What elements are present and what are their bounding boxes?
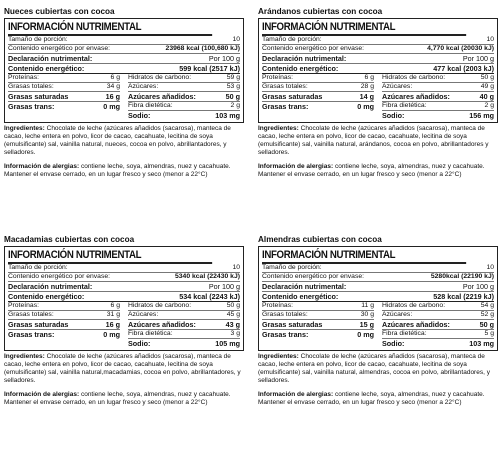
saturated-fat-row — [262, 320, 374, 330]
allergy-text — [258, 163, 498, 179]
nutrition-header: INFORMACIÓN NUTRIMENTAL — [262, 247, 466, 264]
declaration-label: Declaración nutrimental: — [8, 282, 93, 291]
protein-row — [8, 302, 120, 311]
trans-fat-value: 0 mg — [357, 330, 374, 339]
ingredients-value: Chocolate de leche (azúcares añadidos (sacarosa), manteca de cacao, leche entera en polvo, licor de cacao, cacahuate, lecitina de soya (emulsificante) sal, vainilla natural, nueces, cocoa en polvo, abrillantadores, y selladores. — [4, 125, 231, 156]
sodium-row — [128, 111, 240, 120]
carbs-value: 54 g — [480, 302, 494, 309]
fiber-value: 2 g — [484, 102, 494, 109]
energy-label: Contenido energético: — [262, 64, 339, 73]
energy-per-package-label: Contenido energético por envase: — [8, 45, 111, 52]
product-title: Almendras cubiertas con cocoa — [258, 235, 382, 244]
serving-size-row — [262, 264, 494, 273]
serving-size-row — [8, 36, 240, 45]
nutrient-grid — [262, 74, 494, 120]
protein-label: Proteínas: — [8, 302, 39, 309]
energy-value: 528 kcal (2219 kJ) — [433, 292, 494, 301]
total-fat-row — [8, 311, 120, 320]
sodium-row — [128, 339, 240, 348]
ingredients-label: Ingredientes: — [4, 125, 45, 132]
protein-row — [262, 302, 374, 311]
declaration-label: Declaración nutrimental: — [262, 54, 347, 63]
nutrition-panel — [4, 6, 244, 179]
sodium-value: 156 mg — [469, 111, 494, 120]
carbs-row — [382, 302, 494, 311]
allergy-value: contiene leche, soya, almendras, nuez y cacahuate. Mantener el envase cerrado, en un lugar fresco y seco (menor a 22°C) — [258, 163, 485, 178]
energy-value: 599 kcal (2517 kJ) — [179, 64, 240, 73]
declaration-value: Por 100 g — [462, 282, 494, 291]
energy-label: Contenido energético: — [8, 292, 85, 301]
carbs-row — [128, 74, 240, 83]
declaration-row — [8, 54, 240, 64]
saturated-fat-label: Grasas saturadas — [8, 92, 69, 101]
saturated-fat-row — [8, 320, 120, 330]
allergy-text — [4, 391, 244, 407]
sodium-value: 103 mg — [215, 111, 240, 120]
energy-per-package-value: 4,770 kcal (20030 kJ) — [427, 45, 494, 52]
saturated-fat-value: 15 g — [359, 320, 374, 329]
carbs-label: Hidratos de carbono: — [128, 74, 192, 81]
declaration-value: Por 100 g — [208, 54, 240, 63]
protein-value: 6 g — [364, 74, 374, 81]
serving-size-label: Tamaño de porción: — [8, 36, 68, 43]
serving-size-value: 10 — [486, 36, 494, 43]
fiber-row — [128, 102, 240, 111]
saturated-fat-row — [262, 92, 374, 102]
sodium-label: Sodio: — [382, 339, 405, 348]
ingredients-text — [4, 125, 244, 157]
product-title: Arándanos cubiertas con cocoa — [258, 7, 383, 16]
energy-per-package-value: 23968 kcal (100,680 kJ) — [165, 45, 240, 52]
serving-size-label: Tamaño de porción: — [8, 264, 68, 271]
allergy-value: contiene leche, soya, almendras, nuez y cacahuate. Mantener el envase cerrado, en un lugar fresco y seco (menor a 22°C) — [258, 391, 485, 406]
serving-size-row — [8, 264, 240, 273]
sugars-label: Azúcares: — [382, 311, 413, 318]
energy-row — [262, 64, 494, 74]
saturated-fat-value: 14 g — [359, 92, 374, 101]
saturated-fat-label: Grasas saturadas — [8, 320, 69, 329]
energy-per-package-label: Contenido energético por envase: — [262, 273, 365, 280]
energy-value: 477 kcal (2003 kJ) — [433, 64, 494, 73]
added-sugars-value: 40 g — [479, 92, 494, 101]
nutrient-col-left — [8, 74, 124, 120]
energy-label: Contenido energético: — [8, 64, 85, 73]
carbs-value: 59 g — [226, 74, 240, 81]
added-sugars-label: Azúcares añadidos: — [128, 320, 196, 329]
total-fat-label: Grasas totales: — [8, 311, 54, 318]
serving-size-row — [262, 36, 494, 45]
product-title: Nueces cubiertas con cocoa — [4, 7, 115, 16]
serving-size-label: Tamaño de porción: — [262, 36, 322, 43]
allergy-label: Información de alergias: — [258, 163, 334, 170]
nutrition-header: INFORMACIÓN NUTRIMENTAL — [8, 247, 212, 264]
energy-per-package-value: 5280kcal (22190 kJ) — [430, 273, 494, 280]
sugars-row — [128, 83, 240, 92]
nutrition-header: INFORMACIÓN NUTRIMENTAL — [8, 19, 212, 36]
carbs-label: Hidratos de carbono: — [128, 302, 192, 309]
declaration-row — [262, 54, 494, 64]
saturated-fat-row — [8, 92, 120, 102]
carbs-row — [128, 302, 240, 311]
sugars-label: Azúcares: — [128, 83, 159, 90]
declaration-row — [262, 282, 494, 292]
energy-label: Contenido energético: — [262, 292, 339, 301]
protein-row — [262, 74, 374, 83]
protein-value: 6 g — [110, 302, 120, 309]
sugars-label: Azúcares: — [128, 311, 159, 318]
nutrition-panel — [4, 234, 244, 407]
energy-per-package-label: Contenido energético por envase: — [8, 273, 111, 280]
fiber-label: Fibra dietética: — [382, 330, 427, 337]
nutrient-col-right — [124, 302, 240, 348]
allergy-label: Información de alergias: — [4, 163, 80, 170]
protein-label: Proteínas: — [262, 302, 293, 309]
sugars-value: 45 g — [226, 311, 240, 318]
ingredients-text — [258, 125, 498, 157]
total-fat-value: 34 g — [106, 83, 120, 90]
nutrient-col-left — [262, 302, 378, 348]
protein-row — [8, 74, 120, 83]
energy-per-package-label: Contenido energético por envase: — [262, 45, 365, 52]
nutrition-panel — [258, 6, 498, 179]
nutrition-table — [4, 246, 244, 351]
nutrient-col-left — [262, 74, 378, 120]
fiber-row — [382, 102, 494, 111]
trans-fat-row — [8, 330, 120, 339]
energy-per-package-row — [262, 45, 494, 54]
sugars-label: Azúcares: — [382, 83, 413, 90]
nutrition-table — [258, 246, 498, 351]
fiber-label: Fibra dietética: — [128, 102, 173, 109]
sodium-label: Sodio: — [382, 111, 405, 120]
added-sugars-label: Azúcares añadidos: — [128, 92, 196, 101]
serving-size-value: 10 — [232, 36, 240, 43]
serving-size-value: 10 — [232, 264, 240, 271]
total-fat-value: 31 g — [106, 311, 120, 318]
energy-per-package-row — [262, 273, 494, 282]
carbs-row — [382, 74, 494, 83]
protein-label: Proteínas: — [262, 74, 293, 81]
allergy-label: Información de alergias: — [258, 391, 334, 398]
added-sugars-value: 50 g — [479, 320, 494, 329]
allergy-value: contiene leche, soya, almendras, nuez y cacahuate. Mantener el envase cerrado, en un lugar fresco y seco (menor a 22°C) — [4, 163, 231, 178]
energy-row — [8, 64, 240, 74]
nutrient-grid — [262, 302, 494, 348]
serving-size-value: 10 — [486, 264, 494, 271]
trans-fat-label: Grasas trans: — [8, 330, 55, 339]
sugars-value: 53 g — [226, 83, 240, 90]
total-fat-row — [8, 83, 120, 92]
ingredients-value: Chocolate de leche (azúcares añadidos (sacarosa), manteca de cacao, leche entera en polvo, licor de cacao, cacahuate, lecitina de soya (emulsificante) sal, vainilla natural, almendras, cocoa en polvo, abrillantadores, y selladores. — [258, 353, 490, 384]
fiber-value: 5 g — [484, 330, 494, 337]
added-sugars-row — [382, 92, 494, 102]
allergy-label: Información de alergias: — [4, 391, 80, 398]
sodium-label: Sodio: — [128, 111, 151, 120]
total-fat-label: Grasas totales: — [8, 83, 54, 90]
sugars-value: 52 g — [480, 311, 494, 318]
trans-fat-label: Grasas trans: — [262, 102, 309, 111]
fiber-row — [128, 330, 240, 339]
sugars-row — [382, 311, 494, 320]
nutrient-grid — [8, 302, 240, 348]
nutrient-col-right — [378, 302, 494, 348]
total-fat-value: 30 g — [360, 311, 374, 318]
protein-value: 6 g — [110, 74, 120, 81]
sugars-row — [382, 83, 494, 92]
declaration-value: Por 100 g — [208, 282, 240, 291]
nutrition-table — [4, 18, 244, 123]
sodium-row — [382, 339, 494, 348]
nutrition-table — [258, 18, 498, 123]
allergy-value: contiene leche, soya, almendras, nuez y cacahuate. Mantener el envase cerrado, en un lugar fresco y seco (menor a 22°C) — [4, 391, 231, 406]
allergy-text — [4, 163, 244, 179]
carbs-label: Hidratos de carbono: — [382, 302, 446, 309]
serving-size-label: Tamaño de porción: — [262, 264, 322, 271]
allergy-text — [258, 391, 498, 407]
added-sugars-value: 50 g — [225, 92, 240, 101]
energy-row — [262, 292, 494, 302]
added-sugars-row — [382, 320, 494, 330]
carbs-label: Hidratos de carbono: — [382, 74, 446, 81]
ingredients-text — [4, 353, 244, 385]
saturated-fat-value: 16 g — [105, 92, 120, 101]
ingredients-value: Chocolate de leche (azúcares añadidos (sacarosa), manteca de cacao, leche entera en polvo, licor de cacao, cacahuate, lecitina de soya (emulsificante) sal, vainilla natural,macadamias, cocoa en polvo, abrillantadores, y selladores. — [4, 353, 241, 384]
energy-per-package-row — [8, 45, 240, 54]
declaration-label: Declaración nutrimental: — [262, 282, 347, 291]
declaration-row — [8, 282, 240, 292]
nutrition-header: INFORMACIÓN NUTRIMENTAL — [262, 19, 466, 36]
trans-fat-label: Grasas trans: — [262, 330, 309, 339]
sodium-value: 105 mg — [215, 339, 240, 348]
sugars-value: 49 g — [480, 83, 494, 90]
added-sugars-value: 43 g — [225, 320, 240, 329]
energy-value: 534 kcal (2243 kJ) — [179, 292, 240, 301]
trans-fat-row — [262, 330, 374, 339]
total-fat-label: Grasas totales: — [262, 311, 308, 318]
trans-fat-value: 0 mg — [103, 330, 120, 339]
trans-fat-row — [262, 102, 374, 111]
fiber-value: 3 g — [230, 330, 240, 337]
declaration-label: Declaración nutrimental: — [8, 54, 93, 63]
carbs-value: 50 g — [226, 302, 240, 309]
energy-per-package-row — [8, 273, 240, 282]
total-fat-label: Grasas totales: — [262, 83, 308, 90]
ingredients-value: Chocolate de leche (azúcares añadidos (sacarosa), manteca de cacao, leche entera en polvo, licor de cacao, cacahuate, lecitina de soya (emulsificante) sal, vainilla natural, arándanos, cocoa en polvo, abrillantadores y selladores. — [258, 125, 489, 156]
fiber-label: Fibra dietética: — [128, 330, 173, 337]
protein-value: 11 g — [361, 302, 374, 309]
total-fat-row — [262, 83, 374, 92]
sugars-row — [128, 311, 240, 320]
saturated-fat-value: 16 g — [105, 320, 120, 329]
added-sugars-label: Azúcares añadidos: — [382, 320, 450, 329]
energy-per-package-value: 5340 kcal (22430 kJ) — [174, 273, 240, 280]
nutrient-col-right — [378, 74, 494, 120]
nutrient-col-left — [8, 302, 124, 348]
added-sugars-row — [128, 92, 240, 102]
ingredients-label: Ingredientes: — [258, 125, 299, 132]
saturated-fat-label: Grasas saturadas — [262, 92, 323, 101]
protein-label: Proteínas: — [8, 74, 39, 81]
fiber-value: 2 g — [230, 102, 240, 109]
sodium-label: Sodio: — [128, 339, 151, 348]
ingredients-label: Ingredientes: — [4, 353, 45, 360]
nutrient-col-right — [124, 74, 240, 120]
sodium-value: 103 mg — [469, 339, 494, 348]
trans-fat-label: Grasas trans: — [8, 102, 55, 111]
energy-row — [8, 292, 240, 302]
ingredients-label: Ingredientes: — [258, 353, 299, 360]
declaration-value: Por 100 g — [462, 54, 494, 63]
sodium-row — [382, 111, 494, 120]
nutrient-grid — [8, 74, 240, 120]
carbs-value: 50 g — [480, 74, 494, 81]
fiber-row — [382, 330, 494, 339]
ingredients-text — [258, 353, 498, 385]
added-sugars-row — [128, 320, 240, 330]
trans-fat-row — [8, 102, 120, 111]
fiber-label: Fibra dietética: — [382, 102, 427, 109]
saturated-fat-label: Grasas saturadas — [262, 320, 323, 329]
nutrition-panel — [258, 234, 498, 407]
product-title: Macadamias cubiertas con cocoa — [4, 235, 135, 244]
total-fat-row — [262, 311, 374, 320]
trans-fat-value: 0 mg — [103, 102, 120, 111]
added-sugars-label: Azúcares añadidos: — [382, 92, 450, 101]
total-fat-value: 28 g — [360, 83, 374, 90]
trans-fat-value: 0 mg — [357, 102, 374, 111]
